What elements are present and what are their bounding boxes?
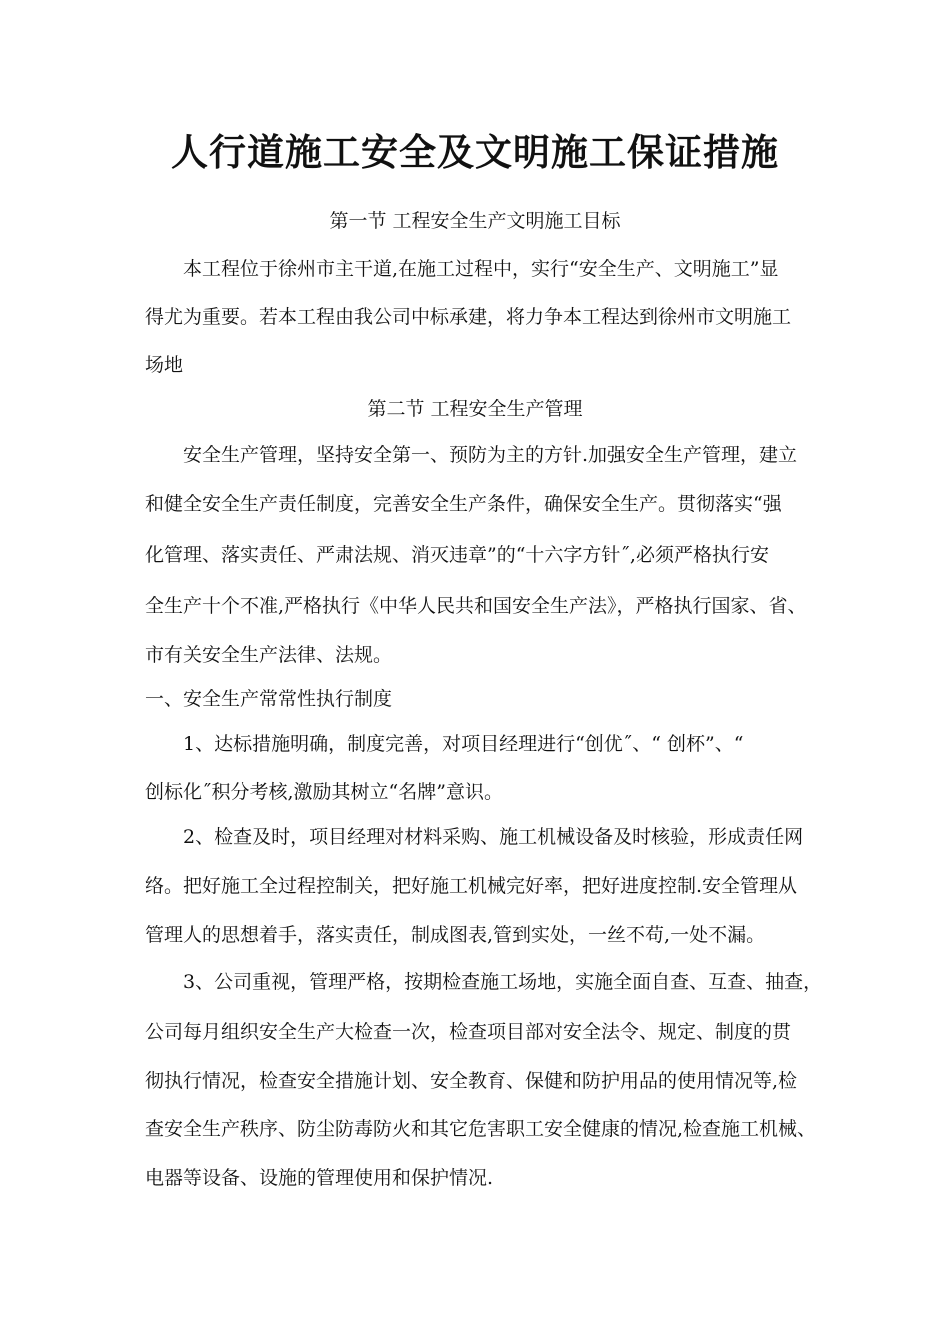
document-title: 人行道施工安全及文明施工保证措施 <box>171 130 779 174</box>
item-1-line-1: 1、达标措施明确，制度完善，对项目经理进行“创优˝、“ 创杯”、“ <box>183 733 744 755</box>
item-3-line-3: 彻执行情况，检查安全措施计划、安全教育、保健和防护用品的使用情况等,检 <box>145 1070 798 1092</box>
section-1-line-2: 得尤为重要。若本工程由我公司中标承建，将力争本工程达到徐州市文明施工 <box>145 306 792 328</box>
item-3-line-5: 电器等设备、设施的管理使用和保护情况. <box>145 1167 494 1189</box>
section-1-line-3: 场地 <box>145 354 184 376</box>
section-2-line-3: 化管理、落实责任、严肃法规、消灭违章”的“十六字方针˝,必须严格执行安 <box>145 544 769 566</box>
section-1-line-1: 本工程位于徐州市主干道,在施工过程中，实行“安全生产、文明施工”显 <box>183 258 779 280</box>
item-1-line-2: 创标化˝积分考核,激励其树立“名牌”意识。 <box>145 781 503 803</box>
item-2-line-3: 管理人的思想着手，落实责任，制成图表,管到实处，一丝不苟,一处不漏。 <box>145 924 766 946</box>
section-2-heading: 第二节 工程安全生产管理 <box>367 398 583 420</box>
section-2-line-5: 市有关安全生产法律、法规。 <box>145 644 393 666</box>
section-2-line-4: 全生产十个不准,严格执行《中华人民共和国安全生产法》，严格执行国家、省、 <box>145 595 807 617</box>
item-3-line-2: 公司每月组织安全生产大检查一次，检查项目部对安全法令、规定、制度的贯 <box>145 1021 792 1043</box>
section-1-heading: 第一节 工程安全生产文明施工目标 <box>329 210 621 232</box>
item-2-line-1: 2、检查及时，项目经理对材料采购、施工机械设备及时核验，形成责任网 <box>183 826 804 848</box>
section-2-line-1: 安全生产管理，坚持安全第一、预防为主的方针.加强安全生产管理，建立 <box>183 444 798 466</box>
item-3-line-1: 3、公司重视，管理严格，按期检查施工场地，实施全面自查、互查、抽查， <box>183 971 823 993</box>
section-2-line-2: 和健全安全生产责任制度，完善安全生产条件，确保安全生产。贯彻落实“强 <box>145 493 782 515</box>
item-3-line-4: 查安全生产秩序、防尘防毒防火和其它危害职工安全健康的情况,检查施工机械、 <box>145 1118 817 1140</box>
subsection-1-heading: 一、安全生产常常性执行制度 <box>145 688 393 710</box>
item-2-line-2: 络。把好施工全过程控制关，把好施工机械完好率，把好进度控制.安全管理从 <box>145 875 798 897</box>
